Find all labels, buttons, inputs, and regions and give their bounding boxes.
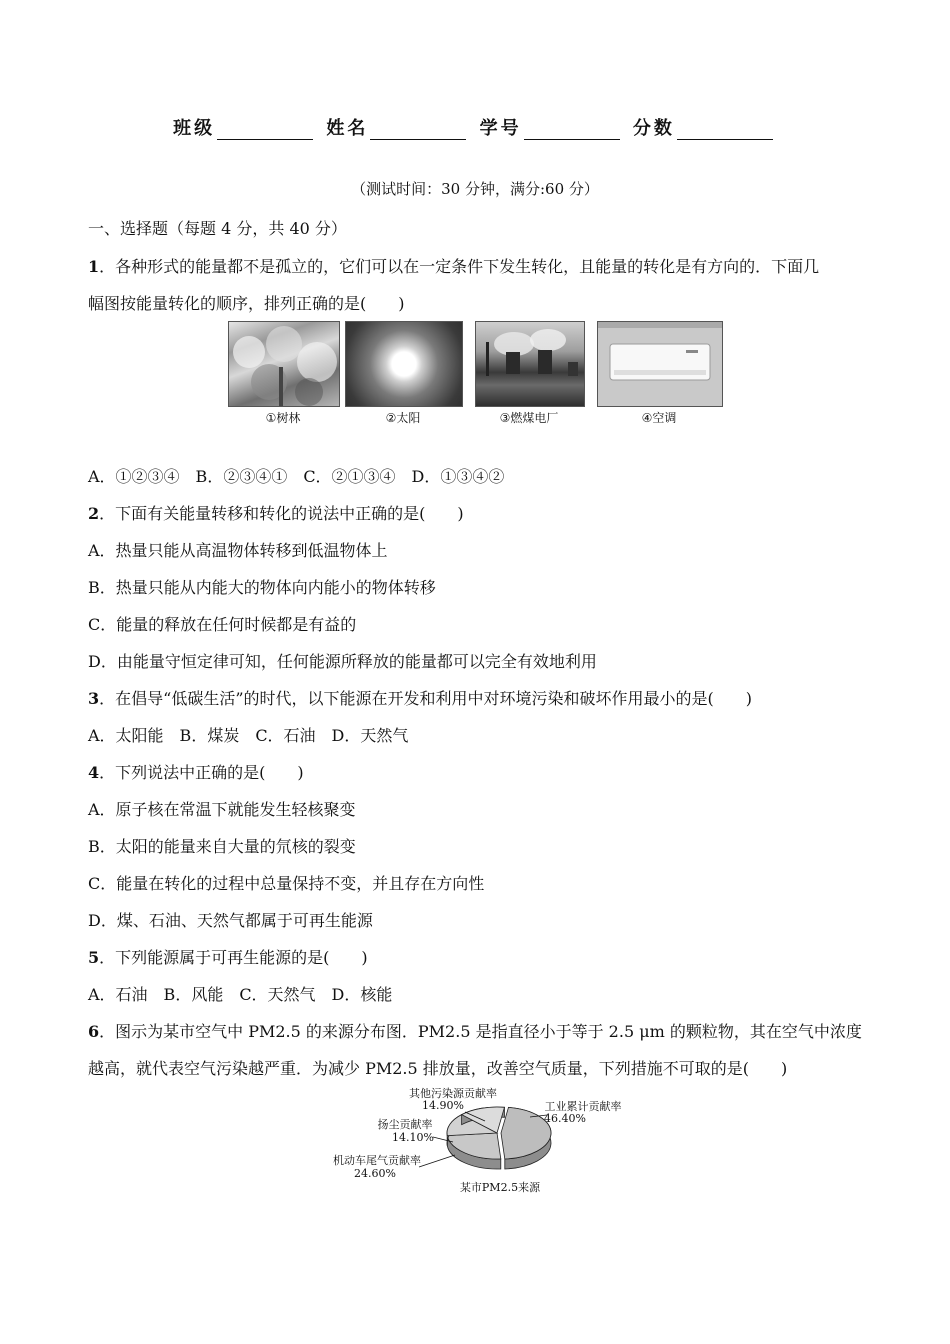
q5-options: A．石油 B．风能 C．天然气 D．核能	[88, 985, 393, 1004]
pm25-pie-chart	[325, 1085, 655, 1200]
q2-option-b: B．热量只能从内能大的物体向内能小的物体转移	[88, 578, 436, 597]
question-text: ．下列能源属于可再生能源的是( )	[99, 948, 368, 967]
q2-option-d: D．由能量守恒定律可知，任何能源所释放的能量都可以完全有效地利用	[88, 652, 597, 671]
class-label: 班级	[173, 118, 216, 139]
test-info: （测试时间：30 分钟，满分:60 分）	[351, 180, 599, 198]
id-label: 学号	[479, 118, 522, 139]
slice-value-vehicle: 24.60%	[354, 1167, 396, 1180]
q4-option-b: B．太阳的能量来自大量的氘核的裂变	[88, 837, 356, 856]
section-title: 一、选择题（每题 4 分，共 40 分）	[88, 219, 347, 238]
q4-option-d: D．煤、石油、天然气都属于可再生能源	[88, 911, 373, 930]
q3-options: A．太阳能 B．煤炭 C．石油 D．天然气	[88, 726, 409, 745]
slice-label-dust: 扬尘贡献率	[377, 1118, 433, 1131]
student-info-header	[0, 114, 950, 140]
caption-power-plant: ③燃煤电厂	[499, 411, 559, 425]
leader-line	[419, 1155, 455, 1167]
question-number: 3	[88, 689, 100, 708]
question-number: 2	[88, 504, 100, 523]
question-text: ．图示为某市空气中 PM2.5 的来源分布图．PM2.5 是指直径小于等于 2.5 μm 的颗粒物，其在空气中浓度	[99, 1022, 862, 1041]
question-number: 1	[88, 257, 100, 276]
question-2	[88, 501, 464, 524]
question-6-cont: 越高，就代表空气污染越严重．为减少 PM2.5 排放量，改善空气质量，下列措施不可取的是( )	[88, 1059, 788, 1078]
question-1	[88, 254, 819, 277]
score-blank[interactable]	[677, 121, 773, 140]
question-text: ．在倡导“低碳生活”的时代，以下能源在开发和利用中对环境污染和破坏作用最小的是( )	[99, 689, 752, 708]
slice-value-dust: 14.10%	[392, 1131, 434, 1144]
slice-value-other: 14.90%	[422, 1099, 464, 1112]
energy-photos	[228, 321, 728, 431]
name-label: 姓名	[326, 118, 369, 139]
class-blank[interactable]	[217, 121, 313, 140]
id-blank[interactable]	[524, 121, 620, 140]
q1-options: A．①②③④ B．②③④① C．②①③④ D．①③④②	[88, 467, 505, 486]
question-1-cont: 幅图按能量转化的顺序，排列正确的是( )	[88, 294, 405, 313]
q2-option-c: C．能量的释放在任何时候都是有益的	[88, 615, 357, 634]
question-4	[88, 760, 304, 783]
q4-option-c: C．能量在转化的过程中总量保持不变，并且存在方向性	[88, 874, 485, 893]
slice-label-industry: 工业累计贡献率	[544, 1100, 622, 1113]
question-number: 4	[88, 763, 100, 782]
question-number: 5	[88, 948, 100, 967]
question-5	[88, 945, 368, 968]
chart-title: 某市PM2.5来源	[459, 1181, 541, 1194]
slice-label-other: 其他污染源贡献率	[409, 1087, 497, 1100]
slice-label-vehicle: 机动车尾气贡献率	[333, 1154, 421, 1167]
question-number: 6	[88, 1022, 100, 1041]
question-text: ．下列说法中正确的是( )	[99, 763, 304, 782]
q2-option-a: A．热量只能从高温物体转移到低温物体上	[88, 541, 388, 560]
caption-forest: ①树林	[265, 411, 301, 425]
sun-image	[345, 321, 463, 407]
power-plant-image	[475, 321, 585, 407]
forest-image	[228, 321, 340, 407]
caption-air-conditioner: ④空调	[641, 411, 677, 425]
question-6	[88, 1019, 862, 1042]
score-label: 分数	[632, 118, 675, 139]
caption-sun: ②太阳	[385, 411, 421, 425]
q4-option-a: A．原子核在常温下就能发生轻核聚变	[88, 800, 356, 819]
air-conditioner-image	[597, 321, 723, 407]
slice-value-industry: 46.40%	[544, 1112, 586, 1125]
name-blank[interactable]	[370, 121, 466, 140]
question-text: ．下面有关能量转移和转化的说法中正确的是( )	[99, 504, 464, 523]
question-text: ．各种形式的能量都不是孤立的，它们可以在一定条件下发生转化，且能量的转化是有方向的．下面几	[99, 257, 820, 276]
question-3	[88, 686, 752, 709]
